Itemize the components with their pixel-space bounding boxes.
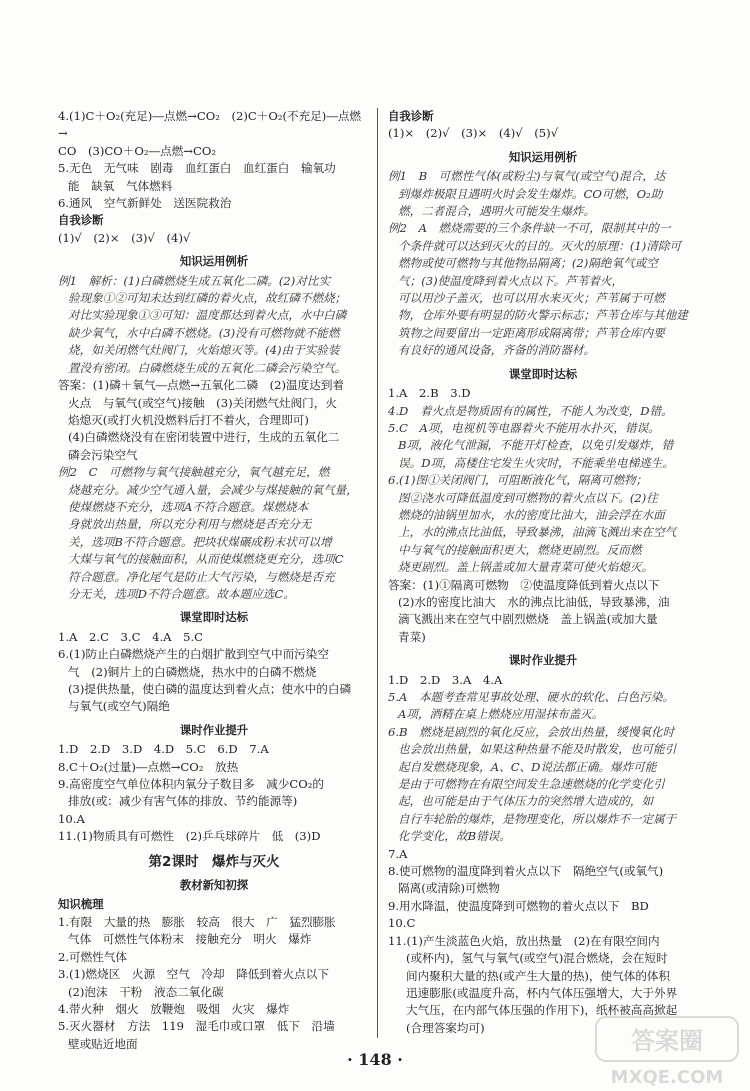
text-line: 排放(或：减少有害气体的排放、节约能源等) — [68, 794, 298, 809]
text-line: 烧，如关闭燃气灶阀门，火焰熄灭等。(4)由于实验装 — [68, 343, 340, 358]
section-heading: 知识运用例析 — [179, 254, 249, 269]
text-line: 与氧气(或空气)隔绝 — [68, 699, 170, 714]
text-line: 例2 A 燃烧需要的三个条件缺一不可，限制其中的一 — [388, 221, 671, 236]
text-line: (1)√ (2)× (3)√ (4)√ — [58, 230, 191, 245]
text-line: 滴飞溅出来在空气中剧烈燃烧 盖上锅盖(或加大量 — [398, 612, 658, 627]
text-line: 壁或贴近地面 — [68, 1036, 138, 1051]
text-line: (合理答案均可) — [406, 1020, 485, 1035]
text-line: 烧更剧烈。盖上锅盖或加大量青菜可使火焰熄灭。 — [398, 560, 654, 575]
right-column — [388, 108, 698, 1037]
text-line: 大煤与氧气的接触面积，从而使煤燃烧更充分，选项C — [68, 552, 344, 567]
text-line: 磷会污染空气 — [68, 447, 138, 462]
text-line: 4.(1)C＋O₂(充足)―点燃→CO₂ (2)C＋O₂(不充足)―点燃→ — [58, 109, 362, 141]
section-heading: 课时作业提升 — [179, 722, 249, 737]
text-line: (2)泡沫 干粉 液态二氧化碳 — [68, 984, 224, 999]
text-line: (2)水的密度比油大 水的沸点比油低，导致暴沸，油 — [398, 594, 670, 609]
section-heading: 自我诊断 — [58, 213, 104, 228]
text-line: 11.(1)物质具有可燃性 (2)乒乓球碎片 低 (3)D — [58, 829, 321, 844]
text-line: 能 缺氧 气体燃料 — [68, 178, 173, 193]
text-line: 青菜) — [398, 629, 426, 644]
text-line: 1.D 2.D 3.D 4.D 5.C 6.D 7.A — [58, 742, 269, 757]
text-line: 3.(1)燃烧区 火源 空气 冷却 降低到着火点以下 — [58, 967, 329, 982]
text-line: 1.A 2.C 3.C 4.A 5.C — [58, 629, 204, 644]
text-line: (或杯内)，氢气与氧气(或空气)混合燃烧，会在短时 — [406, 951, 668, 966]
text-line: 8.C＋O₂(过量)―点燃→CO₂ 放热 — [58, 759, 239, 774]
text-line: (1)× (2)√ (3)× (4)√ (5)√ — [388, 126, 559, 141]
text-line: 间内聚积大量的热(或产生大量的热)，使气体的体积 — [406, 968, 671, 983]
svg-text:MXQE.COM: MXQE.COM — [610, 1067, 724, 1088]
text-line: 有良好的通风设备，齐备的消防器材。 — [398, 343, 596, 358]
text-line: 气体 可燃性气体粉末 接触充分 明火 爆炸 — [68, 932, 312, 947]
column-divider — [377, 108, 378, 1038]
text-line: 答案：(1)①隔离可燃物 ②使温度降低到着火点以下 — [388, 577, 660, 592]
text-line: 6.(1)图①关闭阀门，可阻断液化气，隔离可燃物； — [388, 473, 648, 488]
text-line: 分无关，选项D不符合题意。故本题应选C。 — [68, 586, 295, 601]
text-line: 6.通风 空气新鲜处 送医院救治 — [58, 196, 232, 211]
text-line: 答案：(1)磷＋氧气―点燃→五氧化二磷 (2)温度达到着 — [58, 378, 345, 393]
text-line: 6.B 燃烧是剧烈的氧化反应，会放出热量，缓慢氧化时 — [388, 724, 675, 739]
section-heading: 自我诊断 — [388, 109, 434, 123]
text-line: 10.A — [58, 811, 85, 826]
text-line: 8.使可燃物的温度降到着火点以下 隔绝空气(或氧气) — [388, 864, 664, 879]
text-line: 7.A — [388, 846, 408, 861]
text-line: 4.带火种 烟火 放鞭炮 吸烟 火灾 爆炸 — [58, 1001, 290, 1016]
section-heading: 课时作业提升 — [508, 653, 578, 668]
text-line: A项，酒精在桌上燃烧应用湿抹布盖灭。 — [398, 707, 604, 722]
text-line: 1.有限 大量的热 膨胀 较高 很大 广 猛烈膨胀 — [58, 914, 336, 929]
text-line: 化学变化，故B错误。 — [398, 829, 511, 844]
text-line: 11.(1)产生淡蓝色火焰，放出热量 (2)在有限空间内 — [388, 933, 660, 948]
watermark-logo — [592, 1013, 742, 1091]
text-line: 关，选项B不符合题意。把块状煤碾成粉末状可以增 — [68, 534, 332, 549]
text-line: 5.A 本题考查常见事故处理、硬水的软化、白色污染。 — [388, 690, 675, 704]
text-line: 缺少氧气，水中白磷不燃烧。(3)没有可燃物就不能燃 — [68, 325, 340, 340]
text-line: 大气压，在内部气体压强的作用下)，纸杯被高高掀起 — [406, 1003, 678, 1018]
text-line: CO (3)CO＋O₂―点燃→CO₂ — [58, 143, 217, 158]
text-line: 起，也可能是由于气体压力的突然增大造成的，如 — [398, 794, 654, 809]
text-line: 符合题意。净化尾气是防止大气污染，与燃烧是否充 — [68, 569, 335, 584]
section-heading: 课堂即时达标 — [508, 366, 578, 381]
text-line: 个条件就可以达到灭火的目的。灭火的原理：(1)清除可 — [398, 238, 682, 253]
text-line: 隔离(或清除)可燃物 — [398, 881, 500, 896]
text-line: (4)白磷燃烧没有在密闭装置中进行，生成的五氧化二 — [68, 430, 340, 445]
text-line: 也会放出热量，如果这种热量不能及时散发，也可能引 — [398, 742, 677, 757]
text-line: 9.用水降温，使温度降到可燃物的着火点以下 BD — [388, 898, 649, 913]
text-line: 火点 与氧气(或空气)接触 (3)关闭燃气灶阀门，火 — [68, 395, 337, 410]
text-line: 燃，二者混合，遇明火可能发生爆炸。 — [398, 204, 596, 219]
text-line: 图②浇水可降低温度到可燃物的着火点以下。(2)往 — [398, 490, 658, 505]
text-line: 自行车轮胎的爆炸，是物理变化，所以爆炸不一定属于 — [398, 811, 677, 826]
section-heading: 教材新知初探 — [179, 878, 249, 893]
text-line: 5.C A项，电视机等电器着火不能用水扑灭，错误。 — [388, 420, 660, 435]
text-line: 对比实验现象①③可知：温度都达到着火点，水中白磷 — [68, 308, 347, 323]
text-line: 焰熄灭(或打火机没燃料后打不着火，合理即可) — [68, 412, 309, 427]
text-line: 2.可燃性气体 — [58, 949, 128, 964]
text-line: 4.D 着火点是物质固有的属性，不能人为改变，D错。 — [388, 403, 673, 418]
text-line: 9.高密度空气单位体积内氧分子数目多 减少CO₂的 — [58, 777, 324, 792]
text-line: 迅速膨胀(或温度升高，杯内气体压强增大，大于外界 — [406, 985, 678, 1000]
section-heading: 课堂即时达标 — [179, 610, 249, 625]
text-line: 置没有密闭。白磷燃烧生成的五氧化二磷会污染空气。 — [68, 360, 347, 375]
text-line: 是由于可燃物在有限空间发生急速燃烧的化学变化引 — [398, 777, 665, 792]
text-line: 5.灭火器材 方法 119 湿毛巾或口罩 低下 沿墙 — [58, 1019, 335, 1034]
text-line: 使煤燃烧不充分，选项A不符合题意。煤燃烧本 — [68, 499, 309, 514]
text-line: 气；(3)使温度降到着火点以下。芦苇着火， — [398, 273, 624, 288]
svg-text:答案圈: 答案圈 — [631, 1027, 703, 1055]
text-line: 燃物或使可燃物与其他物品隔离；(2)隔绝氧气或空 — [398, 256, 658, 271]
text-line: 例1 解析：(1)白磷燃烧生成五氧化二磷。(2)对比实 — [58, 273, 331, 288]
text-line: 筑物之间要留出一定距离形成隔离带；芦苇仓库内要 — [398, 325, 665, 340]
text-line: 误。D项，高楼住宅发生火灾时，不能乘坐电梯逃生。 — [398, 455, 674, 470]
text-line: 6.(1)防止白磷燃烧产生的白烟扩散到空气中而污染空 — [58, 647, 329, 662]
text-line: 验现象①②可知未达到红磷的着火点，故红磷不燃烧； — [68, 291, 347, 306]
text-line: 起自发燃烧现象，A、C、D说法都正确。爆炸可能 — [398, 759, 657, 774]
text-line: 中与氧气的接触面积更大，燃烧更剧烈。反而燃 — [398, 542, 642, 557]
text-line: 例2 C 可燃物与氧气接触越充分，氧气越充足，燃 — [58, 465, 330, 480]
text-line: 到爆炸极限且遇明火时会发生爆炸。CO可燃，O₂助 — [398, 186, 663, 201]
lesson-title: 第2课时 爆炸与灭火 — [148, 853, 280, 870]
text-line: 10.C — [388, 916, 416, 931]
text-line: 身就放出热量，所以充分利用与燃烧是否充分无 — [68, 517, 312, 532]
text-line: 可以用沙子盖灭，也可以用水来灭火；芦苇属于可燃 — [398, 291, 665, 306]
left-column — [58, 108, 370, 1053]
page-number: · 148 · — [347, 1050, 403, 1069]
text-line: 上，水的沸点比油低，导致暴沸，油滴飞溅出来在空气 — [398, 525, 677, 540]
text-line: 例1 B 可燃性气体(或粉尘)与氧气(或空气)混合，达 — [388, 169, 666, 184]
text-line: 1.A 2.B 3.D — [388, 386, 471, 401]
text-line: B项，液化气泄漏，不能开灯检查，以免引发爆炸，错 — [398, 438, 674, 453]
section-heading: 知识梳理 — [58, 897, 104, 912]
text-line: 烧越充分。减少空气通入量，会减少与煤接触的氧气量， — [68, 482, 358, 497]
text-line: 气 (2)铜片上的白磷燃烧，热水中的白磷不燃烧 — [68, 664, 317, 679]
section-heading: 知识运用例析 — [508, 149, 578, 164]
text-line: (3)提供热量，使白磷的温度达到着火点；使水中的白磷 — [68, 682, 352, 696]
text-line: 5.无色 无气味 剧毒 血红蛋白 血红蛋白 输氧功 — [58, 161, 336, 176]
text-line: 物，仓库外要有明显的防火警示标志；芦苇仓库与其他建 — [398, 308, 688, 323]
text-line: 燃烧的油锅里加水，水的密度比油大，油会浮在水面 — [398, 507, 665, 522]
text-line: 1.D 2.D 3.A 4.A — [388, 672, 503, 687]
